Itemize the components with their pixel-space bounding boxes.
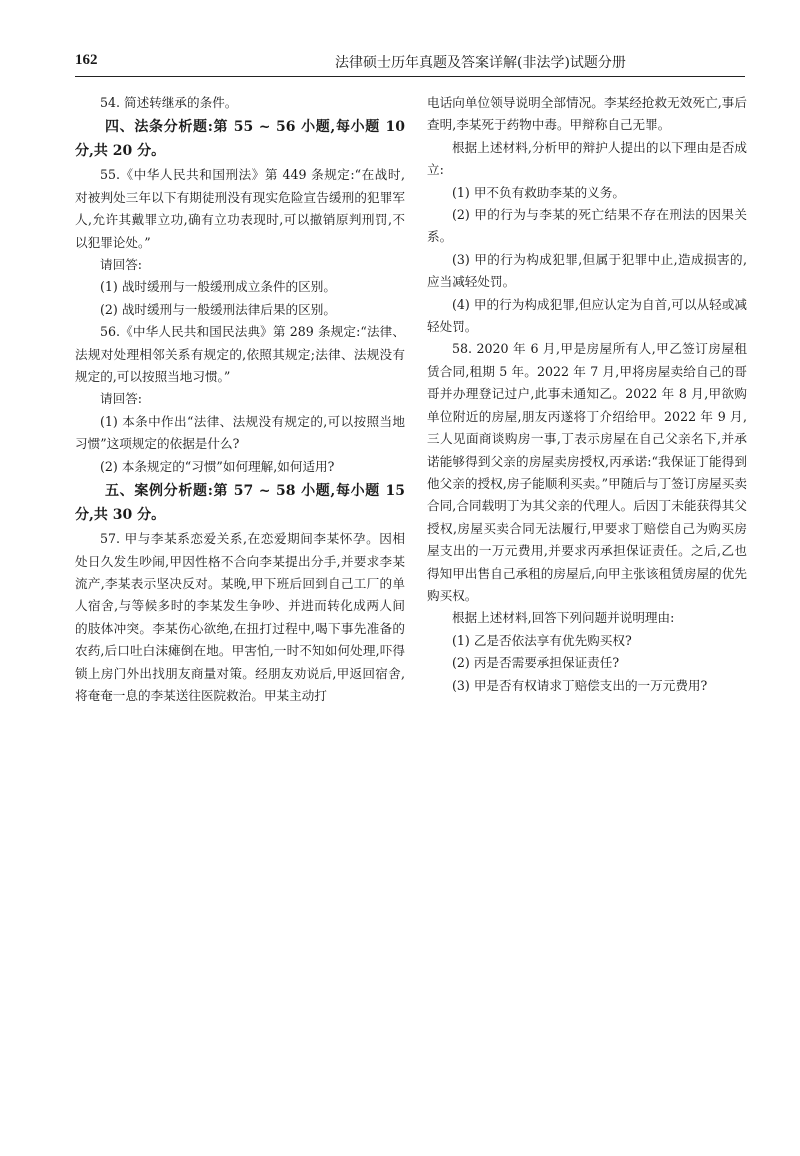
question-58-sub-1: (1) 乙是否依法享有优先购买权?: [452, 632, 632, 648]
page-header: [75, 50, 745, 77]
question-57-sub-2: (2) 甲的行为与李某的死亡结果不存在刑法的因果关系。: [427, 207, 747, 245]
question-58-sub-3: (3) 甲是否有权请求丁赔偿支出的一万元费用?: [452, 677, 708, 693]
question-58-stem: 58. 2020 年 6 月,甲是房屋所有人,甲乙签订房屋租赁合同,租期 5 年。2022 年 7 月,甲将房屋卖给自己的哥哥并办理登记过户,此事未通知乙。2022 年 8 月,甲欲购单位附近的房屋,朋友丙遂将丁介绍给甲。2022 年 9 月,三人见面商谈购房一事,丁表示房屋在自己父亲名下,并承诺能够得到父亲的房屋卖房授权,丙承诺:“我保证丁能得到他父亲的授权,房子能顺利买卖。”甲随后与丁签订房屋买卖合同,合同载明丁为其父亲的代理人。后因丁未能获得其父授权,房屋买卖合同无法履行,甲要求丁赔偿自己为购买房屋支出的一万元费用,并要求丙承担保证责任。之后,乙也得知甲出售自己承租的房屋后,向甲主张该租赁房屋的优先购买权。: [427, 341, 747, 603]
question-56-sub-2: (2) 本条规定的“习惯”如何理解,如何适用?: [100, 458, 335, 474]
question-55-stem: 55.《中华人民共和国刑法》第 449 条规定:“在战时,对被判处三年以下有期徒刑没有现实危险宣告缓刑的犯罪军人,允许其戴罪立功,确有立功表现时,可以撤销原判刑罚,不以犯罪论处。”: [75, 167, 405, 250]
question-57-prompt: 根据上述材料,分析甲的辩护人提出的以下理由是否成立:: [427, 139, 747, 178]
right-column: [427, 92, 747, 697]
question-57-sub-3: (3) 甲的行为构成犯罪,但属于犯罪中止,造成损害的,应当减轻处罚。: [427, 251, 747, 290]
question-56-sub-1: (1) 本条中作出“法律、法规没有规定的,可以按照当地习惯”这项规定的依据是什么?: [75, 413, 405, 452]
question-58-sub-2: (2) 丙是否需要承担保证责任?: [452, 655, 620, 671]
question-58-prompt: 根据上述材料,回答下列问题并说明理由:: [452, 610, 675, 626]
question-56-stem: 56.《中华人民共和国民法典》第 289 条规定:“法律、法规对处理相邻关系有规定的,依照其规定;法律、法规没有规定的,可以按照当地习惯。”: [75, 324, 405, 385]
question-56-prompt: 请回答:: [100, 391, 143, 407]
question-55-sub-2: (2) 战时缓刑与一般缓刑法律后果的区别。: [100, 301, 336, 317]
question-55-sub-1: (1) 战时缓刑与一般缓刑成立条件的区别。: [100, 279, 336, 295]
question-57-stem-part-2: 电话向单位领导说明全部情况。李某经抢救无效死亡,事后查明,李某死于药物中毒。甲辩称自己无罪。: [427, 95, 747, 133]
question-54: 54. 简述转继承的条件。: [100, 95, 238, 110]
question-57-stem-part-1: 57. 甲与李某系恋爱关系,在恋爱期间李某怀孕。因相处日久发生吵闹,甲因性格不合向李某提出分手,并要求李某流产,李某表示坚决反对。某晚,甲下班后回到自己工厂的单人宿舍,与等候多时的李某发生争吵、并进而转化成两人间的肢体冲突。李某伤心欲绝,在扭打过程中,喝下事先准备的农药,后口吐白沫瘫倒在地。甲害怕,一时不知如何处理,吓得锁上房门外出找朋友商量对策。经朋友劝说后,甲返回宿舍,将奄奄一息的李某送往医院救治。甲某主动打: [75, 531, 405, 703]
section-5-title: 五、案例分析题:第 57 ~ 58 小题,每小题 15 分,共 30 分。: [75, 483, 405, 524]
left-column: [75, 92, 405, 707]
book-title: 法律硕士历年真题及答案详解(非法学)试题分册: [335, 55, 626, 71]
page-number: 162: [75, 52, 98, 68]
section-4-title: 四、法条分析题:第 55 ~ 56 小题,每小题 10 分,共 20 分。: [75, 119, 405, 160]
question-55-prompt: 请回答:: [100, 257, 143, 273]
question-57-sub-1: (1) 甲不负有救助李某的义务。: [452, 184, 625, 200]
question-57-sub-4: (4) 甲的行为构成犯罪,但应认定为自首,可以从轻或减轻处罚。: [427, 296, 747, 335]
